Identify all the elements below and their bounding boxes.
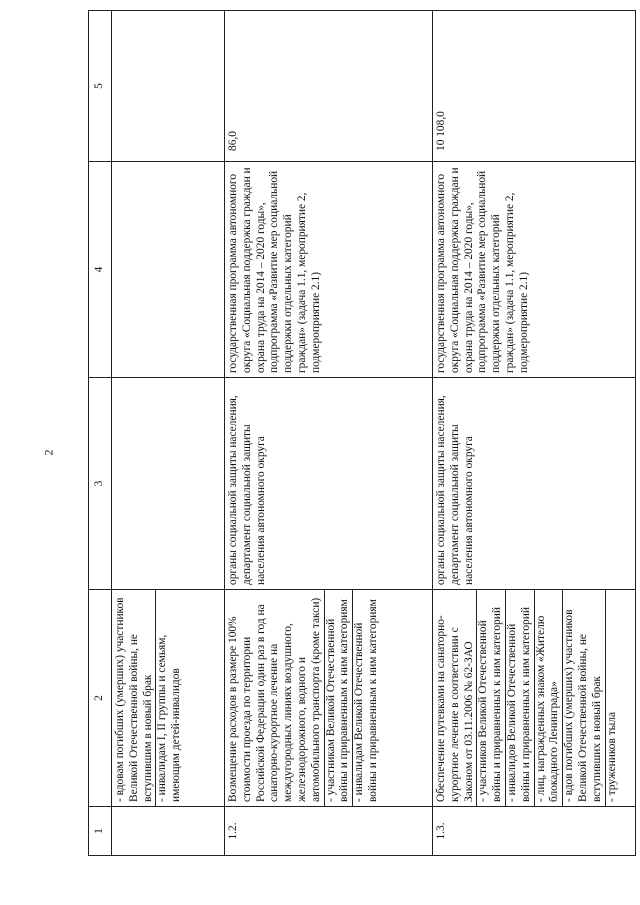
table-row [225,11,433,856]
amount-cell: 86,0 [225,11,433,162]
row-number: 1.2. [225,807,433,856]
program-cell: государственная программа автономного округа «Социальная поддержка граждан и охрана труда на 2014 – 2020 годы», подпрограмма «Развитие мер социальной поддержки отдельных категорий граждан» (задача 1.1, мероприятие 2, подмероприятие 2.1) [433,162,636,378]
header-col-4: 4 [89,162,112,378]
amount-cell: 10 108,0 [433,11,636,162]
measure-line: Обеспечение путевками на санаторно-курортное лечение в соответствии с Законом от 03.11.2006 № 62-ЗАО [435,615,475,802]
measure-cell [433,590,636,807]
measure-cell [112,590,225,807]
organization-cell: органы социальной защиты населения, департамент социальной защиты населения автономного округа [225,378,433,590]
header-col-2: 2 [89,590,112,807]
measure-line: - инвалидам I, II группы и семьям, имеющим детей-инвалидов [155,590,184,806]
row-number [112,807,225,856]
measure-line: - лиц, награжденных знаком «Жителю блокадного Ленинграда» [534,590,563,806]
organization-cell: органы социальной защиты населения, департамент социальной защиты населения автономного округа [433,378,636,590]
measure-line: - инвалидам Великой Отечественной войны и приравненным к ним категориям [352,590,381,806]
measure-cell [225,590,433,807]
measure-line: - инвалидов Великой Отечественной войны и приравненных к ним категорий [505,590,534,806]
organization-cell [112,378,225,590]
measure-line: - вдов погибших (умерших) участников Великой Отечественной войны, не вступивших в новый брак [562,590,604,806]
program-cell [112,162,225,378]
header-col-5: 5 [89,11,112,162]
measure-line: - участникам Великой Отечественной войны и приравненным к ним категориям [324,590,353,806]
measures-table [88,10,636,856]
table-row [433,11,636,856]
header-col-3: 3 [89,378,112,590]
rotated-table-wrapper [88,36,632,856]
page-number: 2 [41,449,56,456]
amount-cell [112,11,225,162]
table-row [112,11,225,856]
measure-line: - тружеников тыла [605,590,620,806]
program-cell: государственная программа автономного округа «Социальная поддержка граждан и охрана труда на 2014 – 2020 годы», подпрограмма «Развитие мер социальной поддержки отдельных категорий граждан» (задача 1.1, мероприятие 2, подмероприятие 2.1) [225,162,433,378]
measure-line: Возмещение расходов в размере 100% стоимости проезда по территории Российской Федерации один раз в год на санаторно-курортное лечение на междугородных линиях воздушного, железнодорожного, водного и автомобильного транспорта (кроме такси) [227,597,322,802]
measure-line: - участников Великой Отечественной войны и приравненных к ним категорий [476,590,505,806]
header-row [89,11,112,856]
measure-line: - вдовам погибших (умерших) участников Великой Отечественной войны, не вступившим в новый брак [114,597,154,802]
row-number: 1.3. [433,807,636,856]
header-col-1: 1 [89,807,112,856]
